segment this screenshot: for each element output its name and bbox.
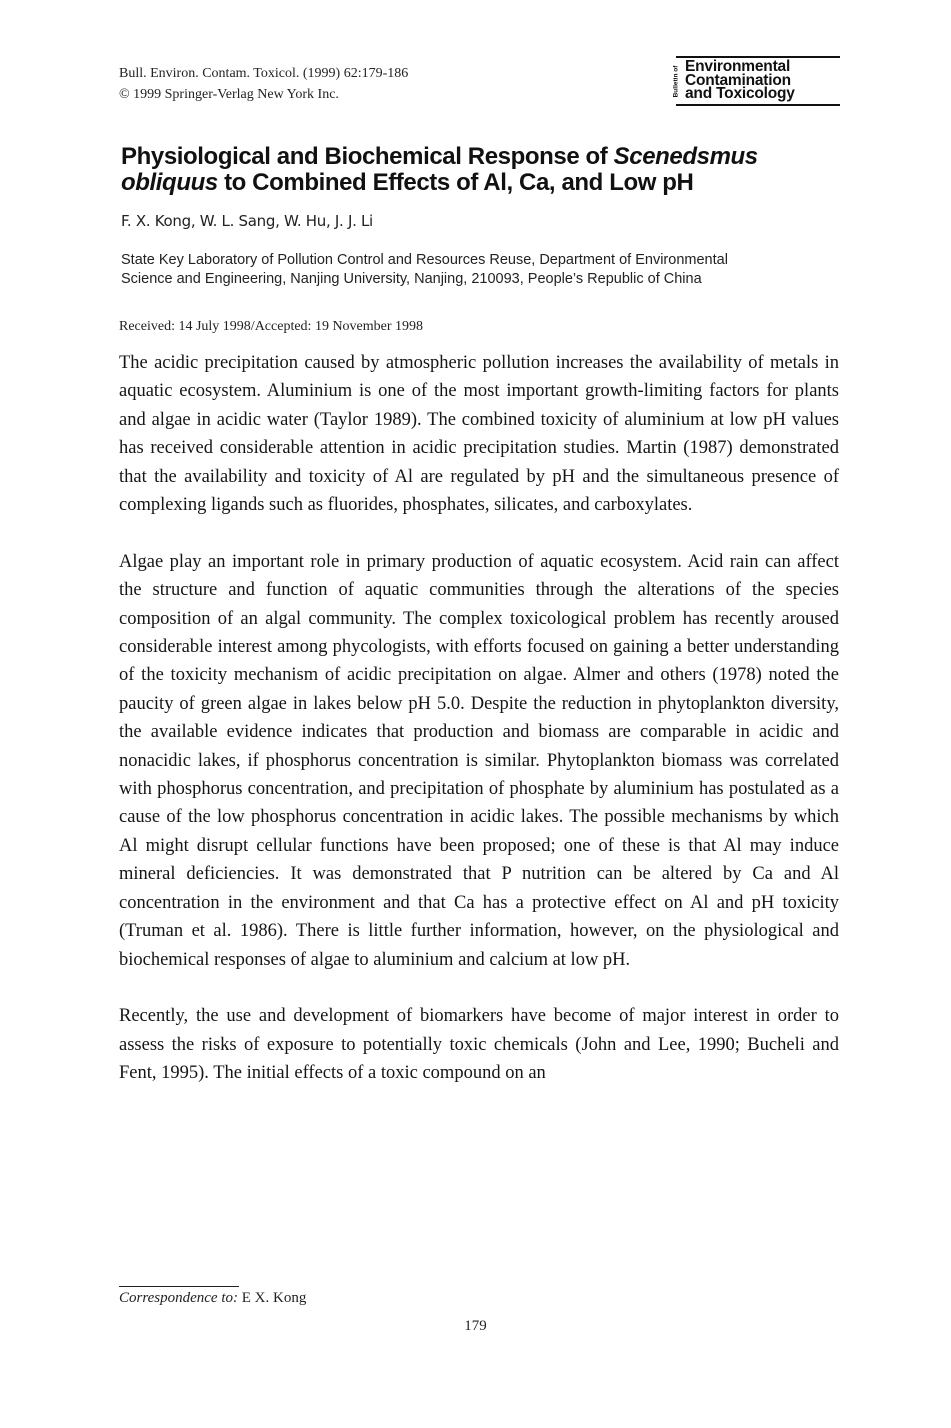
correspondence-footnote (119, 1290, 306, 1307)
title-species: Scenedsmus obliquus (121, 143, 758, 196)
logo-prefix: Bulletin of (672, 65, 680, 98)
citation-line-1: Bull. Environ. Contam. Toxicol. (1999) 62:179-186 (119, 66, 409, 81)
paragraph-1: The acidic precipitation caused by atmospheric pollution increases the availability of metals in aquatic ecosystem. Aluminium is one of the most important growth-limiting factors for plants and algae in acidic water (Taylor 1989). The combined toxicity of aluminium at low pH values has received considerable attention in acidic precipitation studies. Martin (1987) demonstrated that the availability and toxicity of Al are regulated by pH and the simultaneous presence of complexing ligands such as fluorides, phosphates, silicates, and carboxylates. (119, 353, 839, 516)
received-dates: Received: 14 July 1998/Accepted: 19 November 1998 (119, 319, 424, 334)
affiliation: State Key Laboratory of Pollution Control and Resources Reuse, Department of Environmental Science and Engineering, Nanjing University, Nanjing, 210093, People’s Republic of China (121, 252, 728, 287)
logo-line-2: Contamination (685, 71, 791, 89)
footnote-divider (119, 1286, 239, 1287)
paragraph-2: Algae play an important role in primary production of aquatic ecosystem. Acid rain can affect the structure and function of aquatic communities through the alterations of the species composition of an algal community. The complex toxicological problem has recently aroused considerable interest among phycologists, with efforts focused on gaining a better understanding of the toxicity mechanism of acidic precipitation on algae. Almer and others (1978) noted the paucity of green algae in lakes below pH 5.0. Despite the reduction in phytoplankton diversity, the available evidence indicates that production and biomass are comparable in acidic and nonacidic lakes, if phosphorus concentration is similar. Phytoplankton biomass was correlated with phosphorus concentration, and precipitation of phosphate by aluminium has postulated as a cause of the low phosphorus concentration in acidic lakes. The possible mechanisms by which Al might disrupt cellular functions have been proposed; one of these is that Al may induce mineral deficiencies. It was demonstrated that P nutrition can be altered by Ca and Al concentration in the environment and that Ca has a protective effect on Al and pH toxicity (Truman et al. 1986). There is little further information, however, on the physiological and biochemical responses of algae to aluminium and calcium at low pH. (119, 551, 839, 970)
paragraph-3: Recently, the use and development of biomarkers have become of major interest in order to assess the risks of exposure to potentially toxic chemicals (John and Lee, 1990; Bucheli and Fent, 1995). The initial effects of a toxic compound on an (119, 1006, 839, 1084)
author-list: F. X. Kong, W. L. Sang, W. Hu, J. J. Li (121, 212, 373, 230)
citation-header (119, 63, 408, 105)
logo-line-1: Environmental (685, 58, 791, 75)
title-part-2: to Combined Effects of Al, Ca, and Low pH (217, 169, 694, 196)
page-number: 179 (464, 1318, 487, 1334)
logo-wordmark (685, 60, 795, 101)
title-part-1: Physiological and Biochemical Response of (121, 143, 614, 170)
logo-bottom-rule (676, 104, 840, 106)
logo-line-3: and Toxicology (685, 85, 795, 102)
citation-line-2: © 1999 Springer-Verlag New York Inc. (119, 87, 339, 102)
article-body (119, 349, 839, 1116)
footnote-name: E X. Kong (238, 1290, 307, 1306)
article-title (121, 144, 841, 196)
journal-logo (672, 56, 840, 106)
footnote-label: Correspondence to: (119, 1290, 239, 1306)
